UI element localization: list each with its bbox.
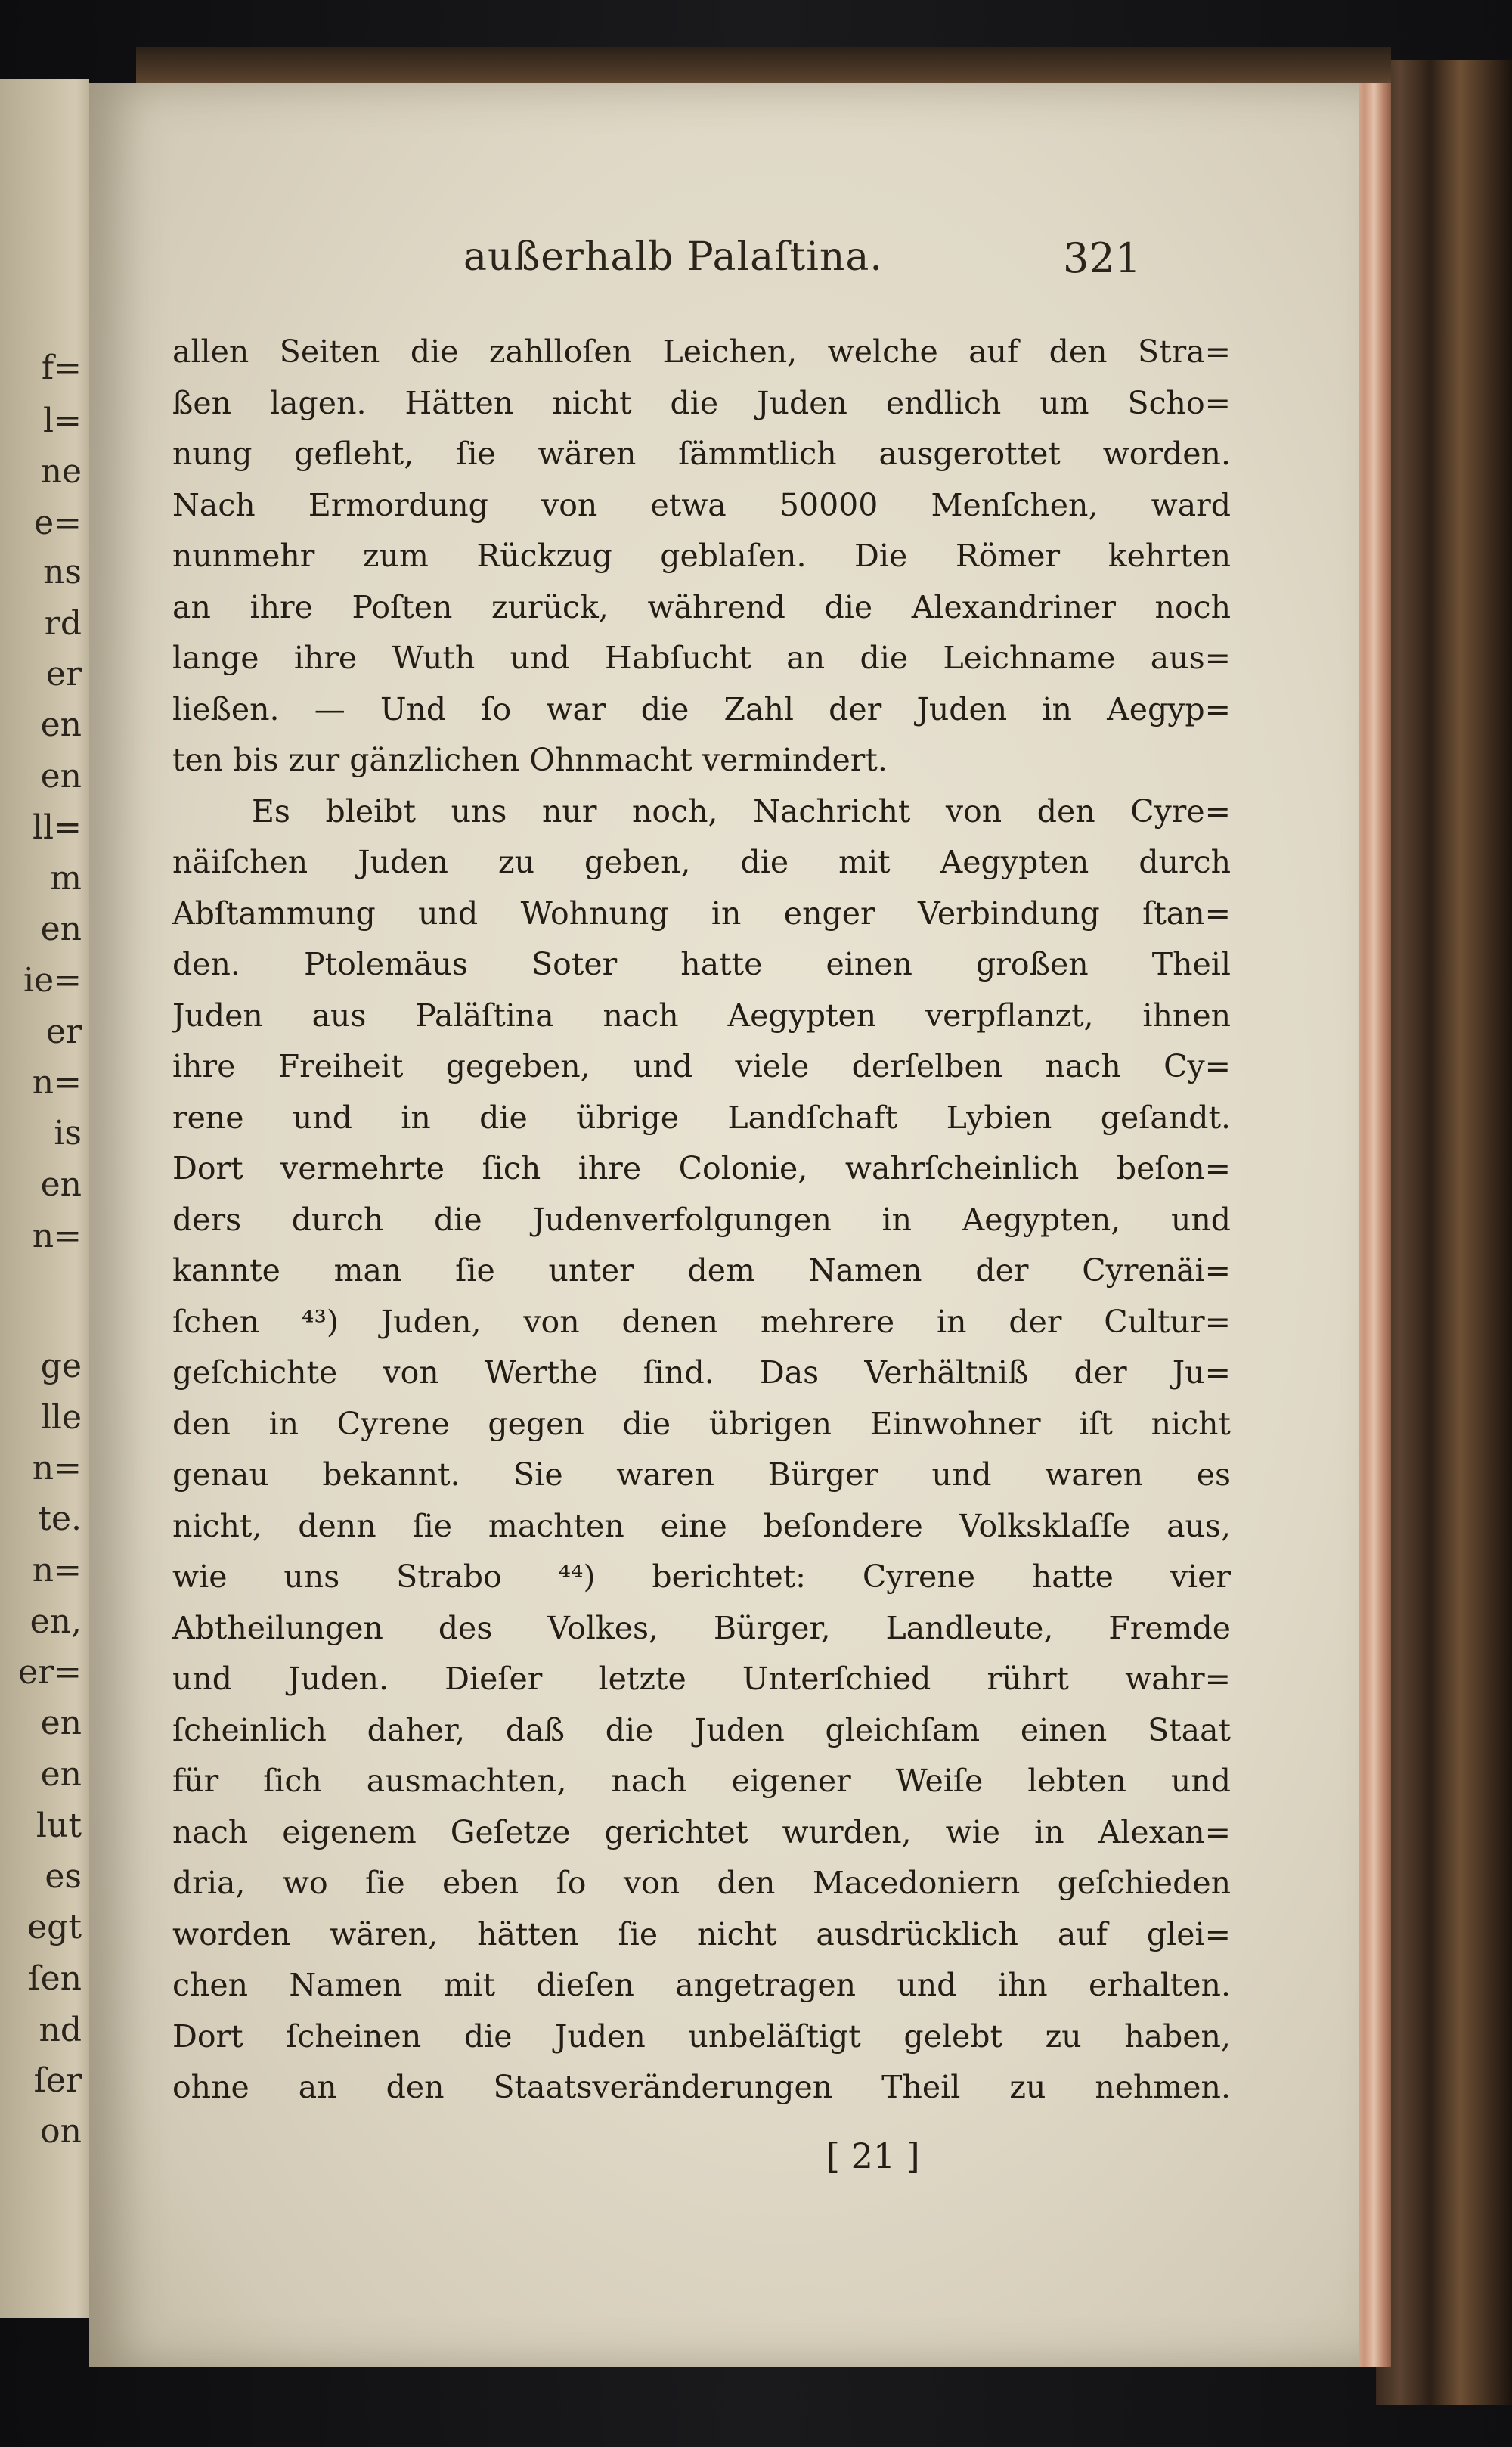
text-line: genau bekannt. Sie waren Bürger und waren es — [172, 1456, 1231, 1493]
text-line: chen Namen mit dieſen angetragen und ihn erhalten. — [172, 1967, 1231, 2003]
text-line: geſchichte von Werthe ſind. Das Verhältniß der Ju= — [172, 1354, 1231, 1391]
left-page-text: en — [40, 706, 82, 744]
text-line: und Juden. Dieſer letzte Unterſchied rührt wahr= — [172, 1661, 1231, 1697]
running-head: außerhalb Palaſtina. — [463, 234, 883, 280]
left-page-text: en — [40, 757, 82, 796]
left-page-text: er — [45, 655, 82, 693]
text-line: ſchen ⁴³) Juden, von denen mehrere in der Cultur= — [172, 1303, 1231, 1340]
signature-mark: [ 21 ] — [826, 2135, 920, 2176]
left-page-text: ns — [43, 553, 82, 591]
text-line: ten bis zur gänzlichen Ohnmacht vermindert. — [172, 742, 888, 778]
text-line: ihre Freiheit gegeben, und viele derſelben nach Cy= — [172, 1048, 1231, 1084]
text-line: Juden aus Paläſtina nach Aegypten verpflanzt, ihnen — [172, 997, 1231, 1034]
left-page-text: en — [40, 1755, 82, 1794]
left-page-text: en — [40, 1165, 82, 1204]
left-page-text: ge — [40, 1347, 82, 1385]
left-page-text: te. — [38, 1500, 82, 1538]
left-page-text: l= — [43, 402, 82, 440]
text-line: worden wären, hätten ſie nicht ausdrücklich auf glei= — [172, 1915, 1231, 1952]
text-line: Es bleibt uns nur noch, Nachricht von den Cyre= — [252, 792, 1231, 830]
left-page-text: n= — [32, 1063, 82, 1102]
left-page-text: nd — [39, 2011, 82, 2049]
page-header — [89, 234, 1359, 302]
text-line: Abtheilungen des Volkes, Bürger, Landleute, Fremde — [172, 1609, 1231, 1646]
left-page-text: lle — [40, 1398, 82, 1437]
left-page-text: n= — [32, 1217, 82, 1255]
left-page-text: ſer — [33, 2061, 82, 2100]
left-page-fragment — [0, 79, 89, 2318]
text-line: ſcheinlich daher, daß die Juden gleichſam einen Staat — [172, 1711, 1231, 1748]
text-line: den in Cyrene gegen die übrigen Einwohner iſt nicht — [172, 1405, 1231, 1442]
text-line: nicht, denn ſie machten eine beſondere Volksklaſſe aus, — [172, 1507, 1231, 1544]
left-page-text: egt — [27, 1908, 82, 1946]
text-line: Abſtammung und Wohnung in enger Verbindung ſtan= — [172, 895, 1231, 932]
left-page-text: er= — [18, 1653, 82, 1692]
page-number: 321 — [1063, 234, 1142, 282]
left-page-text: es — [45, 1857, 82, 1896]
text-line: näiſchen Juden zu geben, die mit Aegypten durch — [172, 844, 1231, 880]
text-line: den. Ptolemäus Soter hatte einen großen Theil — [172, 946, 1231, 982]
left-page-text: on — [40, 2112, 82, 2151]
left-page-text: f= — [41, 349, 82, 387]
text-line: lange ihre Wuth und Habſucht an die Leichname aus= — [172, 640, 1231, 676]
left-page-text: en, — [29, 1602, 82, 1641]
text-line: ders durch die Judenverfolgungen in Aegypten, und — [172, 1201, 1231, 1238]
text-line: dria, wo ſie eben ſo von den Macedoniern geſchieden — [172, 1865, 1231, 1901]
text-line: Dort ſcheinen die Juden unbeläſtigt gelebt zu haben, — [172, 2017, 1231, 2055]
left-page-text: n= — [32, 1449, 82, 1487]
text-line: allen Seiten die zahlloſen Leichen, welche auf den Stra= — [172, 333, 1231, 370]
left-page-text: e= — [34, 504, 82, 542]
left-page-text: rd — [44, 604, 82, 643]
left-page-text: er — [45, 1013, 82, 1051]
text-line: Dort vermehrte ſich ihre Colonie, wahrſcheinlich beſon= — [172, 1150, 1231, 1186]
left-page-text: ll= — [32, 808, 82, 847]
left-page-text: ie= — [23, 961, 82, 1000]
left-page-text: m — [50, 859, 82, 898]
left-page-text: is — [54, 1114, 82, 1152]
text-line: Nach Ermordung von etwa 50000 Menſchen, ward — [172, 486, 1231, 523]
text-line: nunmehr zum Rückzug geblaſen. Die Römer kehrten — [172, 538, 1231, 574]
left-page-text: n= — [32, 1551, 82, 1589]
left-page-text: ne — [40, 452, 82, 491]
text-line: wie uns Strabo ⁴⁴) berichtet: Cyrene hatte vier — [172, 1558, 1231, 1595]
text-line: ohne an den Staatsveränderungen Theil zu nehmen. — [172, 2069, 1231, 2105]
text-line: kannte man ſie unter dem Namen der Cyrenäi= — [172, 1252, 1231, 1289]
book-page — [89, 83, 1359, 2367]
text-line: ließen. — Und ſo war die Zahl der Juden in Aegyp= — [172, 690, 1231, 727]
text-line: rene und in die übrige Landſchaft Lybien geſandt. — [172, 1099, 1231, 1136]
text-line: nach eigenem Geſetze gerichtet wurden, wie in Alexan= — [172, 1813, 1231, 1850]
book-cover-edge — [1376, 60, 1512, 2405]
body-text — [172, 327, 1231, 2114]
text-line: nung gefleht, ſie wären ſämmtlich ausgerottet worden. — [172, 436, 1231, 472]
text-line: für ſich ausmachten, nach eigener Weiſe lebten und — [172, 1763, 1231, 1799]
text-line: ßen lagen. Hätten nicht die Juden endlich um Scho= — [172, 384, 1231, 421]
left-page-text: ſen — [28, 1959, 82, 1998]
left-page-text: en — [40, 910, 82, 948]
left-page-text: en — [40, 1704, 82, 1742]
text-line: an ihre Poſten zurück, während die Alexandriner noch — [172, 588, 1231, 625]
left-page-text: lut — [36, 1807, 82, 1845]
